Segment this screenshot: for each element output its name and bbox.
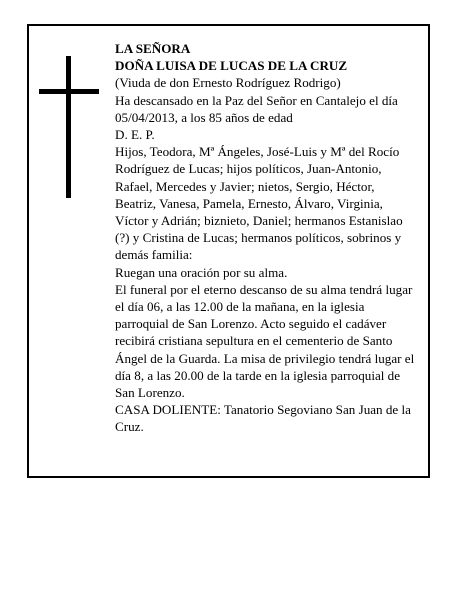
obituary-notice — [27, 24, 430, 478]
cross-icon — [39, 56, 101, 198]
rip-line: D. E. P. — [115, 127, 155, 143]
notice-text — [115, 40, 415, 436]
deceased-name: DOÑA LUISA DE LUCAS DE LA CRUZ — [115, 58, 348, 74]
notice-heading: LA SEÑORA — [115, 41, 191, 56]
family-list: Hijos, Teodora, Mª Ángeles, José-Luis y Mª del Rocío Rodríguez de Lucas; hijos políticos, Juan-Antonio, Rafael, Mercedes y Javier; nietos, Sergio, Héctor, Beatriz, Vanesa, Pamela, Ernesto, Álvaro, Virginia, Víctor y Adrián; biznieto, Daniel; hermanos Estanislao (?) y Cristina de Lucas; hermanos políticos, sobrinos y demás familia: — [115, 144, 403, 263]
funeral-details: El funeral por el eterno descanso de su alma tendrá lugar el día 06, a las 12.00 de la mañana, en la iglesia parroquial de San Lorenzo. Acto seguido el cadáver recibirá cristiana sepultura en el cementerio de Santo Ángel de la Guarda. La misa de privilegio tendrá lugar el día 8, a las 20.00 de la tarde en la iglesia parroquial de San Lorenzo. — [115, 281, 415, 401]
widow-of-line: (Viuda de don Ernesto Rodríguez Rodrigo) — [115, 75, 341, 91]
prayer-request: Ruegan una oración por su alma. — [115, 264, 288, 280]
mourning-house: CASA DOLIENTE: Tanatorio Segoviano San Juan de la Cruz. — [115, 402, 411, 435]
death-announcement: Ha descansado en la Paz del Señor en Cantalejo el día 05/04/2013, a los 85 años de edad — [115, 92, 398, 125]
